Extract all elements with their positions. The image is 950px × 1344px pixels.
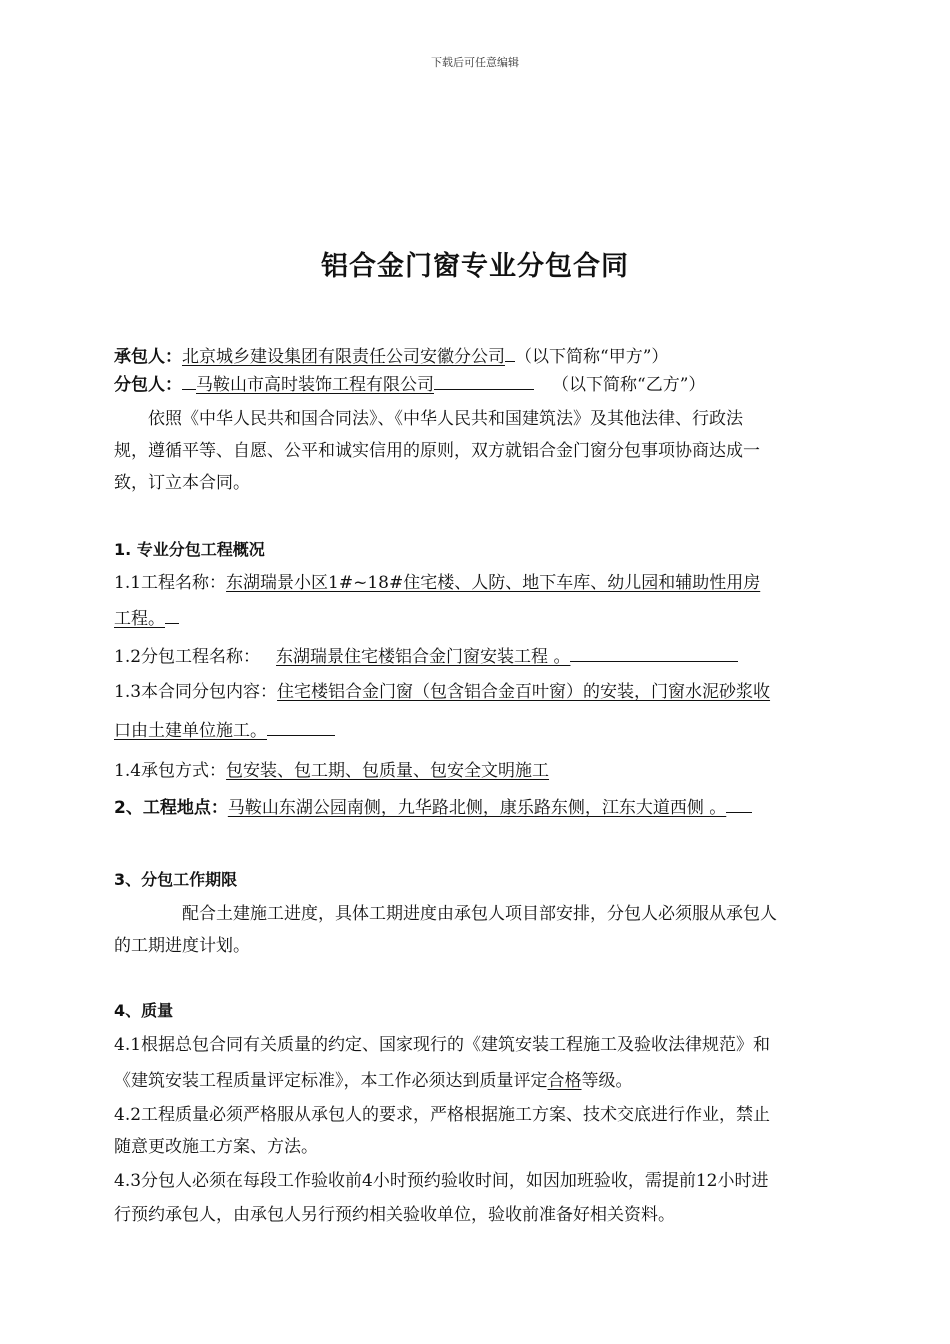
item-4-2-line-2: 随意更改施工方案、方法。 xyxy=(114,1137,318,1157)
section-4-heading: 4、质量 xyxy=(114,1001,174,1020)
section-3-heading: 3、分包工作期限 xyxy=(114,870,238,889)
item-4-1-text: 《建筑安装工程质量评定标准》，本工作必须达到质量评定 xyxy=(114,1071,548,1091)
intro-line-3: 致，订立本合同。 xyxy=(114,473,250,493)
item-4-3-line-1: 4.3分包人必须在每段工作验收前4小时预约验收时间，如因加班验收，需提前12小时进 xyxy=(114,1171,769,1191)
section-2 xyxy=(114,793,859,818)
item-1-4 xyxy=(114,756,859,781)
item-1-1-value-cont: 工程。 xyxy=(114,609,165,629)
intro-line-2: 规，遵循平等、自愿、公平和诚实信用的原则，双方就铝合金门窗分包事项协商达成一 xyxy=(114,441,760,461)
document-title: 铝合金门窗专业分包合同 xyxy=(321,251,629,282)
section-3-line-2: 的工期进度计划。 xyxy=(114,936,250,956)
item-4-1-line-2 xyxy=(114,1066,859,1091)
contractor-suffix: （以下简称“甲方”） xyxy=(515,347,669,367)
subcontractor-line xyxy=(114,370,859,395)
item-1-4-value: 包安装、包工期、包质量、包安全文明施工 xyxy=(226,761,550,781)
item-1-3-value-cont: 口由土建单位施工。 xyxy=(114,721,267,741)
item-1-3-cont xyxy=(114,716,859,741)
item-1-1 xyxy=(114,568,859,593)
item-1-4-label: 1.4承包方式： xyxy=(114,761,227,781)
item-1-1-cont xyxy=(114,604,859,629)
item-4-2-line-1: 4.2工程质量必须严格服从承包人的要求，严格根据施工方案、技术交底进行作业，禁止 xyxy=(114,1105,771,1125)
section-3-line-1: 配合土建施工进度，具体工期进度由承包人项目部安排，分包人必须服从承包人 xyxy=(182,904,777,924)
item-4-1-line-1: 4.1根据总包合同有关质量的约定、国家现行的《建筑安装工程施工及验收法律规范》和 xyxy=(114,1035,771,1055)
item-1-2-value: 东湖瑞景住宅楼铝合金门窗安装工程 。 xyxy=(276,647,571,667)
item-4-3-line-2: 行预约承包人，由承包人另行预约相关验收单位，验收前准备好相关资料。 xyxy=(114,1205,675,1225)
item-1-1-label: 1.1工程名称： xyxy=(114,573,227,593)
item-1-1-value: 东湖瑞景小区1#~18#住宅楼、人防、地下车库、幼儿园和辅助性用房 xyxy=(226,573,761,593)
item-1-3-value: 住宅楼铝合金门窗（包含铝合金百叶窗）的安装，门窗水泥砂浆收 xyxy=(277,682,771,702)
subcontractor-suffix: （以下简称“乙方”） xyxy=(552,375,706,395)
quality-grade: 合格 xyxy=(547,1071,582,1091)
section-1-heading: 1. 专业分包工程概况 xyxy=(114,540,265,559)
page-header: 下载后可任意编辑 xyxy=(431,56,519,69)
section-2-label: 2、工程地点： xyxy=(114,798,228,818)
contractor-name: 北京城乡建设集团有限责任公司安徽分公司 xyxy=(182,347,505,367)
contractor-label: 承包人： xyxy=(114,347,182,367)
subcontractor-label: 分包人： xyxy=(114,375,182,395)
item-1-3-label: 1.3本合同分包内容： xyxy=(114,682,278,702)
item-1-2 xyxy=(114,642,859,667)
subcontractor-name: 马鞍山市高时装饰工程有限公司 xyxy=(196,375,434,395)
item-4-1-suffix: 等级。 xyxy=(581,1071,633,1091)
item-1-3 xyxy=(114,677,859,702)
item-1-2-label: 1.2分包工程名称： xyxy=(114,647,261,667)
section-2-value: 马鞍山东湖公园南侧，九华路北侧，康乐路东侧，江东大道西侧 。 xyxy=(227,798,727,818)
contractor-line xyxy=(114,342,859,367)
intro-line-1: 依照《中华人民共和国合同法》、《中华人民共和国建筑法》及其他法律、行政法 xyxy=(148,409,743,429)
